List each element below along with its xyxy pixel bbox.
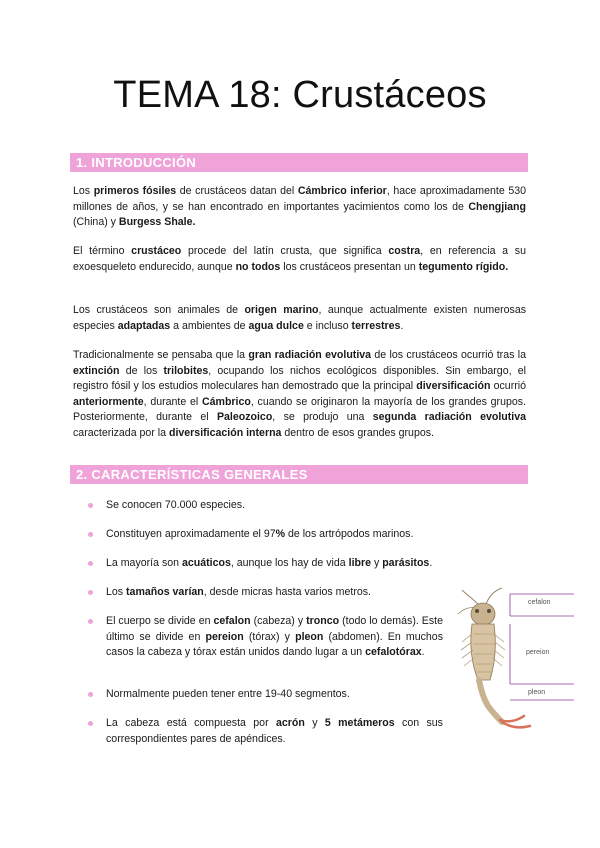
bold-text: acuáticos [181,557,231,569]
text-run: y [304,717,325,729]
bullet-icon [88,692,93,697]
bold-text: 5 metámeros [324,717,395,729]
text-run: , durante el [143,395,202,408]
bold-text: Cámbrico [202,395,251,408]
bold-text: Burgess Shale. [118,216,196,229]
bold-text: terrestres [351,319,401,332]
text-run: (cabeza) y [250,615,307,627]
bold-text: acrón [275,717,305,729]
bold-text: parásitos [382,557,430,569]
text-run: , se produjo una [272,411,373,424]
text-run: . [400,319,404,332]
text-run: Normalmente pueden tener entre 19-40 segmentos. [106,688,350,700]
bold-text: anteriormente [73,395,144,408]
bold-text: cefalon [213,615,251,627]
text-run: e incluso [303,319,352,332]
section-heading-caracteristicas: 2. CARACTERÍSTICAS GENERALES [70,465,528,484]
bold-text: origen marino [244,304,319,316]
list-item [88,585,443,601]
bullet-icon [88,721,93,726]
bold-text: cefalotórax [365,646,422,659]
bold-text: libre [348,557,372,569]
text-run: procede del latín crusta, que significa [181,245,389,257]
bold-text: tamaños varían [126,586,204,598]
text-run: y [371,557,383,569]
bold-text: diversificación interna [168,426,282,439]
text-run: dentro de esos grandes grupos. [281,426,434,439]
text-run: Tradicionalmente se pensaba que la [73,349,249,361]
text-run: (todo lo demás). Este último se divide en [106,615,443,643]
bold-text: extinción [73,364,120,377]
bold-text: segunda radiación evolutiva [372,411,527,424]
label-pleon: pleon [528,689,546,696]
text-run: (China) y [73,216,119,229]
text-run: Los [106,586,127,598]
text-run: , aunque los hay de vida [230,557,349,569]
bold-text: Paleozoico [216,411,273,424]
list-item [88,527,443,543]
text-run: . [429,557,433,569]
list-item [88,498,443,514]
text-run: La mayoría son [106,557,182,569]
bullet-icon [88,590,93,595]
text-run: . [421,646,425,659]
paragraph-fosiles [73,184,526,231]
bold-text: pleon [295,630,324,643]
label-pereion: pereion [526,649,550,656]
text-run: de los crustáceos ocurrió tras la [371,349,526,361]
list-item [88,687,443,703]
text-run: de los [119,364,164,377]
text-run: a ambientes de [170,319,249,332]
bold-text: no todos [235,260,281,273]
text-run: , en referencia a su exoesqueleto endurecido, aunque [73,245,526,273]
bullet-icon [88,503,93,508]
bullet-icon [88,532,93,537]
list-item [88,556,443,572]
text-run: Los crustáceos son animales de [73,304,245,316]
label-cefalon: cefalon [528,599,551,606]
section-heading-introduccion: 1. INTRODUCCIÓN [70,153,528,172]
text-run: de crustáceos datan del [176,185,298,197]
text-run: La cabeza está compuesta por [106,717,276,729]
text-run: , hace aproximadamente 530 millones de años, y se han encontrado en importantes yacimientos como los de [73,185,526,213]
bold-text: % [275,528,286,540]
text-run: Los [73,185,94,197]
text-run: caracterizada por la [73,426,169,439]
paragraph-radiacion [73,348,526,442]
text-run: El cuerpo se divide en [106,615,214,627]
text-run: de los artrópodos marinos. [285,528,414,540]
text-run: Constituyen aproximadamente el 97 [106,528,276,540]
crustacean-illustration [450,584,578,734]
list-item [88,716,443,747]
bullet-icon [88,619,93,624]
text-run: ocurrió [490,380,526,393]
crustacean-diagram [450,584,578,734]
bold-text: diversificación [416,380,491,393]
text-run: , ocupando los nichos ecológicos disponibles. Sin embargo, el registro fósil y los estudios moleculares han demostrado que la principal [73,364,526,393]
text-run: con sus correspondientes pares de apéndices. [106,717,443,745]
paragraph-termino [73,244,526,275]
paragraph-origen [73,303,526,334]
bold-text: Cámbrico inferior [297,185,387,197]
bold-text: agua dulce [248,319,304,332]
bold-text: trilobites [163,364,209,377]
bold-text: crustáceo [131,245,182,257]
bold-text: adaptadas [117,319,171,332]
bold-text: gran radiación evolutiva [248,349,372,361]
text-run: , desde micras hasta varios metros. [203,586,371,598]
bullet-icon [88,561,93,566]
text-run: los crustáceos presentan un [280,260,419,273]
bold-text: tronco [306,615,340,627]
text-run: , aunque actualmente existen numerosas especies [73,304,527,332]
page-title: TEMA 18: Crustáceos [113,74,487,116]
bold-text: costra [388,245,421,257]
list-item [88,614,443,661]
bold-text: pereion [205,630,244,643]
bold-text: Chengjiang [468,200,526,213]
bold-text: primeros fósiles [93,185,177,197]
text-run: (tórax) y [243,630,296,643]
text-run: Se conocen 70.000 especies. [106,499,245,511]
text-run: El término [73,245,132,257]
bold-text: tegumento rígido. [418,260,509,273]
text-run: (abdomen). En muchos casos la cabeza y tórax están unidos dando lugar a un [106,630,443,659]
text-run: , cuando se originaron la mayoría de los grandes grupos. Posteriormente, durante el [73,395,526,424]
